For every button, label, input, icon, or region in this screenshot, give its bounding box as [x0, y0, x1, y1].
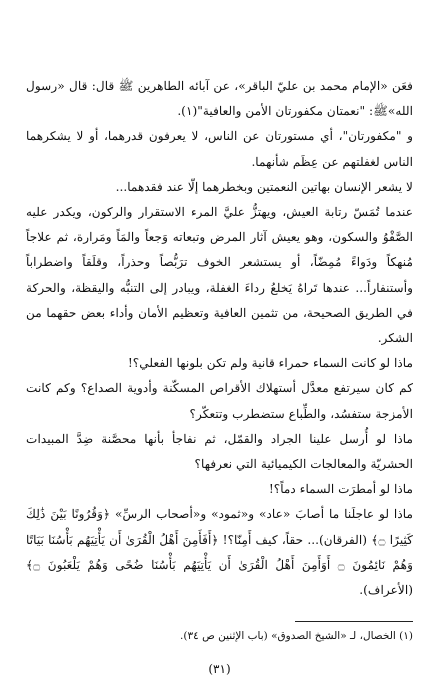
footnote-divider — [295, 621, 413, 622]
paragraph-question-locusts: ماذا لو أُرسل علينا الجراد والقمّل، ثم نفاجأ بأنها محصَّنة ضِدَّ المبيدات الحشريّة والمعالجات الكيميائية التي نعرفها؟ — [26, 431, 413, 472]
paragraph-question-blood-rain: ماذا لو أمطرَت السماء دماً؟! — [268, 482, 413, 497]
paragraph-explanation: و "مكفورتان"، أي مستورتان عن الناس، لا يعرفون قدرهما، أو لا يشكرهما الناس لغفلتهم عن عِظَم شأنهما. — [26, 129, 413, 169]
paragraph-question-painkillers: كم كان سيرتفع معدَّل أستهلاك الأقراص المسكّنة وأدوية الصداع؟ وكم كانت الأمزجة ستفسُد، والطِّباع ستضطرب وتتعكّر؟ — [26, 381, 413, 421]
paragraph-quran-quotes: ماذا لو عاجلَنا ما أصابَ «عاد» و«ثمود» و«أصحاب الرسِّ» ﴿وَقُرُونًا بَيْنَ ذَٰلِكَ كَثِيرًا ۝﴾ (الفرقان)... حقاً، كيف أَمِنّا؟! ﴿أَفَأَمِنَ أَهْلُ الْقُرَىٰ أَن يَأْتِيَهُم بَأْسُنَا بَيَاتًا وَهُمْ نَائِمُونَ ۝ أَوَأَمِنَ أَهْلُ الْقُرَىٰ أَن يَأْتِيَهُم بَأْسُنَا ضُحًى وَهُمْ يَلْعَبُونَ ۝﴾ (الأعراف). — [26, 507, 413, 598]
paragraph-hadith-intro: فعَن «الإمام محمد بن عليّ الباقر»، عن آبائه الطاهرين ﷺ قال: قال «رسول الله»ﷺ: "نعمتان مكفورتان الأمن والعافية"(١). — [26, 79, 413, 119]
footnote: (١) الخصال، لـ «الشيخ الصدوق» (باب الإثنين ص ٣٤). — [180, 630, 413, 642]
paragraph-awareness: لا يشعر الإنسان بهاتين النعمتين وبخطرهما إلّا عند فقدهما... — [115, 179, 413, 194]
page-number: (٣١) — [208, 662, 231, 676]
paragraph-question-red-sky: ماذا لو كانت السماء حمراء قانية ولم تكن بلونها الفعلي؟! — [127, 356, 413, 371]
paragraph-disruption: عندما تُمَسّ رتابة العيش، ويهتزُّ عليَّ المرء الاستقرار والركون، ويكدر عليه الصَّفْوُ والسكون، وهو يعيش آثار المرض وتبعاته وَجعاً والمَاً ومَرارة، ثم علاجاً مُنهكاً ودَواءً مُمِضّاً، أو يستشعر الخوف ترَبُّصاً وحذراً، وقلَقاً واضطراباً وأستنفاراً... عندها تَراهُ يَخلعُ رداءَ الغفلة، ويبادر إلى التنبُّه واليقظة، والحركة في الطريق الصحيحة، من تثمين العافية وتعظيم الأمان وأداء بعض حقهما من الشكر. — [26, 205, 413, 346]
